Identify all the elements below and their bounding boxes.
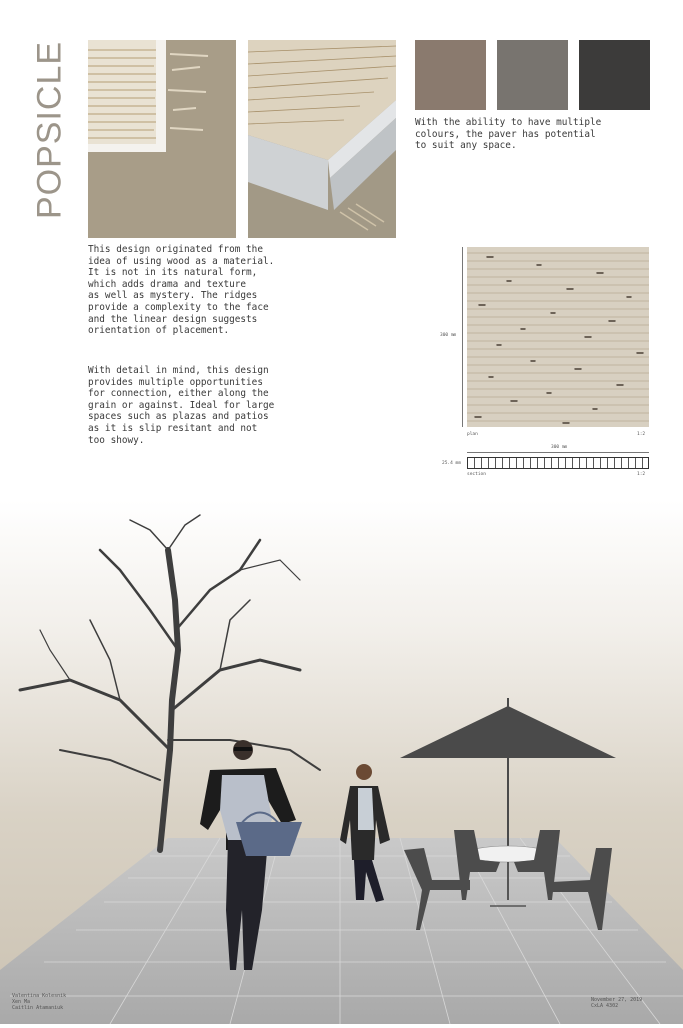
plan-height-dimension: 300 mm xyxy=(440,333,457,338)
photo-paver-corner xyxy=(248,40,396,238)
width-dimension-line xyxy=(467,452,649,453)
plan-scale: 1:2 xyxy=(637,432,646,437)
paver-section-drawing xyxy=(467,457,649,469)
photo-paver-top-view xyxy=(88,40,236,238)
colours-description: With the ability to have multiple colours, the paver has potential to suit any space. xyxy=(415,117,602,152)
connection-description: With detail in mind, this design provides multiple opportunities for connection, either along the grain or against. Ideal for large spaces such as plazas and patios as it is slip resitant and not too showy. xyxy=(88,365,275,446)
paver-plan-drawing xyxy=(467,247,649,427)
section-label: section xyxy=(467,472,486,477)
section-thickness-dimension: 25.4 mm xyxy=(442,461,461,466)
plan-label: plan xyxy=(467,432,478,437)
poster-title-text: POPSICLE xyxy=(30,40,69,220)
height-dimension-line xyxy=(462,247,463,427)
section-scale: 1:2 xyxy=(637,472,646,477)
photo-paver-top-view-graphic xyxy=(88,40,236,238)
date-course-credits: November 27, 2019 CxLA 4302 xyxy=(591,997,643,1009)
paver-plan-texture xyxy=(467,247,649,427)
plaza-scene-illustration xyxy=(0,500,683,1024)
author-credits: Valentina Kolesnik Xen Ma Caitlin Atamaniuk xyxy=(12,993,67,1011)
poster-title xyxy=(28,40,72,220)
colour-swatch-grey xyxy=(497,40,568,110)
design-description: This design originated from the idea of using wood as a material. It is not in its natural form, which adds drama and texture as well as mystery. The ridges provide a complexity to the face and the linear design suggests orientation of placement. xyxy=(88,244,275,337)
plaza-scene-graphic xyxy=(0,500,683,1024)
photo-paver-corner-graphic xyxy=(248,40,396,238)
colour-swatch-charcoal xyxy=(579,40,650,110)
plan-width-dimension: 300 mm xyxy=(551,445,568,450)
colour-swatch-brown xyxy=(415,40,486,110)
